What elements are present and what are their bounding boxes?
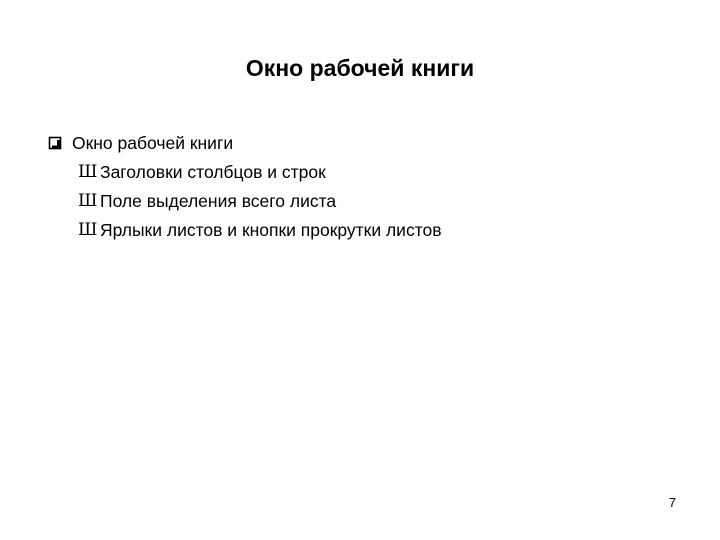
checkbox-bullet-icon bbox=[48, 136, 62, 150]
slide-title: Окно рабочей книги bbox=[245, 55, 475, 81]
bullet-list bbox=[48, 128, 688, 245]
sub-bullet-text: Поле выделения всего листа bbox=[100, 191, 337, 211]
sub-bullet-marker: Ш bbox=[78, 162, 98, 182]
bullet-item bbox=[48, 128, 688, 158]
bullet-text: Окно рабочей книги bbox=[72, 133, 234, 153]
sub-bullet-item bbox=[48, 187, 688, 216]
sub-bullet-item bbox=[48, 158, 688, 187]
sub-bullet-text: Ярлыки листов и кнопки прокрутки листов bbox=[100, 220, 442, 240]
sub-bullet-item bbox=[48, 216, 688, 245]
sub-bullet-text: Заголовки столбцов и строк bbox=[100, 162, 326, 182]
sub-bullet-marker: Ш bbox=[78, 191, 98, 211]
page-number: 7 bbox=[668, 495, 676, 510]
sub-bullet-marker: Ш bbox=[78, 220, 98, 240]
